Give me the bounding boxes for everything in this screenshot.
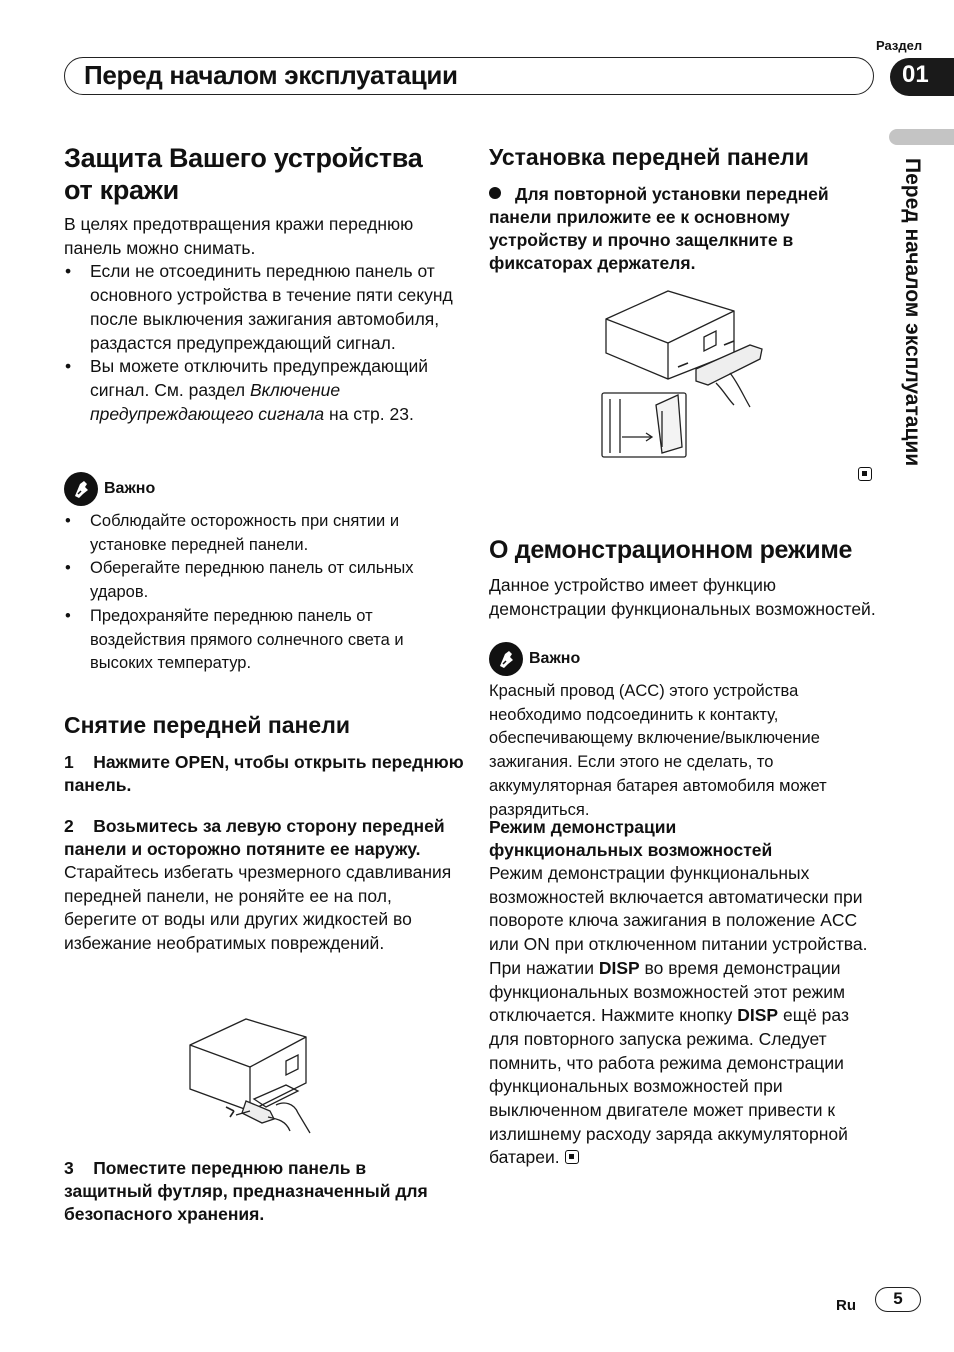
theft-heading-line2: от кражи	[64, 175, 179, 205]
page-number: 5	[875, 1287, 921, 1312]
important-hand-icon	[489, 642, 523, 676]
step-2-text: Возьмитесь за левую сторону передней панели и осторожно потяните ее наружу.	[64, 816, 445, 859]
important-hand-icon	[64, 472, 98, 506]
bullet-dot-icon	[489, 187, 501, 199]
section-number-badge: 01	[890, 58, 954, 96]
theft-heading	[64, 142, 464, 206]
important-label: Важно	[104, 480, 156, 497]
theft-bullets	[64, 260, 464, 426]
important-header-right	[489, 642, 580, 676]
demo-subheading-line2: функциональных возможностей	[489, 840, 773, 860]
step-1-number: 1	[64, 752, 74, 772]
demo-section	[489, 534, 879, 621]
demo-text-part3: ещё раз для повторного запуска режима. Следует помнить, что работа режима демонстрации функциональных возможностей при выключенном двигателе может привести к излишнему расходу заряда аккумуляторной батареи.	[489, 1005, 849, 1168]
important-label: Важно	[529, 650, 581, 667]
important-item-2: • Оберегайте переднюю панель от сильных ударов.	[64, 557, 464, 604]
removal-step-2	[64, 815, 464, 861]
demo-heading: О демонстрационном режиме	[489, 536, 853, 564]
important-item-3: • Предохраняйте переднюю панель от воздействия прямого солнечного света и высоких температур.	[64, 605, 464, 676]
removal-heading: Снятие передней панели	[64, 712, 350, 738]
theft-section	[64, 142, 464, 426]
demo-important-text: Красный провод (ACC) этого устройства необходимо подсоединить к контакту, обеспечивающему включение/выключение зажигания. Если этого не сделать, то аккумуляторная батарея автомобиля может разрядиться.	[489, 682, 827, 819]
end-of-section-icon	[858, 467, 872, 481]
attach-instruction	[489, 183, 879, 275]
end-of-section-icon	[565, 1150, 579, 1164]
panel-removal-illustration	[186, 1015, 322, 1137]
side-title: Перед началом эксплуатации	[901, 158, 924, 467]
important-list-left	[64, 510, 464, 676]
removal-section	[64, 711, 464, 956]
attach-instruction-text: Для повторной установки передней панели приложите ее к основному устройству и прочно защелкните в фиксаторах держателя.	[489, 184, 829, 273]
demo-subheading-line1: Режим демонстрации	[489, 817, 677, 837]
end-mark-attach	[858, 467, 872, 485]
theft-heading-line1: Защита Вашего устройства	[64, 143, 423, 173]
demo-intro: Данное устройство имеет функцию демонстрации функциональных возможностей.	[489, 575, 876, 619]
step-2-description: Старайтесь избегать чрезмерного сдавливания передней панели, не роняйте ее на пол, берегите от воды или других жидкостей во избежание необратимых повреждений.	[64, 862, 452, 954]
removal-step-3	[64, 1157, 454, 1226]
bullet2-page-ref: на стр. 23.	[324, 403, 414, 424]
side-tab-bar	[889, 129, 954, 145]
disp-button-ref: DISP	[598, 957, 640, 978]
important-items	[64, 510, 464, 676]
demo-text-part1: Режим демонстрации функциональных возможностей включается автоматически при повороте ключа зажигания в положение ACC или ON при отключенном питании устройства. При нажатии	[489, 863, 868, 978]
section-label: Раздел	[876, 38, 923, 53]
step-1-text: Нажмите OPEN, чтобы открыть переднюю панель.	[64, 752, 464, 795]
theft-intro: В целях предотвращения кражи переднюю панель можно снимать.	[64, 214, 414, 258]
important-header-left	[64, 472, 155, 506]
alarm-reference-link[interactable]: Включение предупреждающего сигнала	[90, 379, 341, 424]
demo-mode-subsection	[489, 816, 881, 1170]
important-item-1: • Соблюдайте осторожность при снятии и установке передней панели.	[64, 510, 464, 557]
attach-section	[489, 143, 879, 275]
bullet2-text: Вы можете отключить предупреждающий сигнал. См. раздел	[90, 356, 428, 400]
panel-attach-illustration	[600, 287, 770, 459]
step-3-text: Поместите переднюю панель в защитный футляр, предназначенный для безопасного хранения.	[64, 1158, 428, 1224]
language-code: Ru	[836, 1297, 856, 1314]
page-title: Перед началом эксплуатации	[84, 60, 458, 90]
theft-bullet-1: • Если не отсоединить переднюю панель от основного устройства в течение пяти секунд после выключения зажигания автомобиля, раздастся предупреждающий сигнал.	[64, 260, 464, 355]
step-3-number: 3	[64, 1158, 74, 1178]
demo-text-part2: во время демонстрации функциональных возможностей этот режим отключается. Нажмите кнопку	[489, 957, 846, 1026]
demo-description	[489, 862, 881, 1170]
theft-bullet-2	[64, 355, 464, 426]
demo-subheading	[489, 816, 881, 862]
removal-step-1	[64, 751, 464, 797]
attach-heading: Установка передней панели	[489, 144, 809, 170]
step-2-number: 2	[64, 816, 74, 836]
disp-button-ref: DISP	[737, 1005, 779, 1026]
